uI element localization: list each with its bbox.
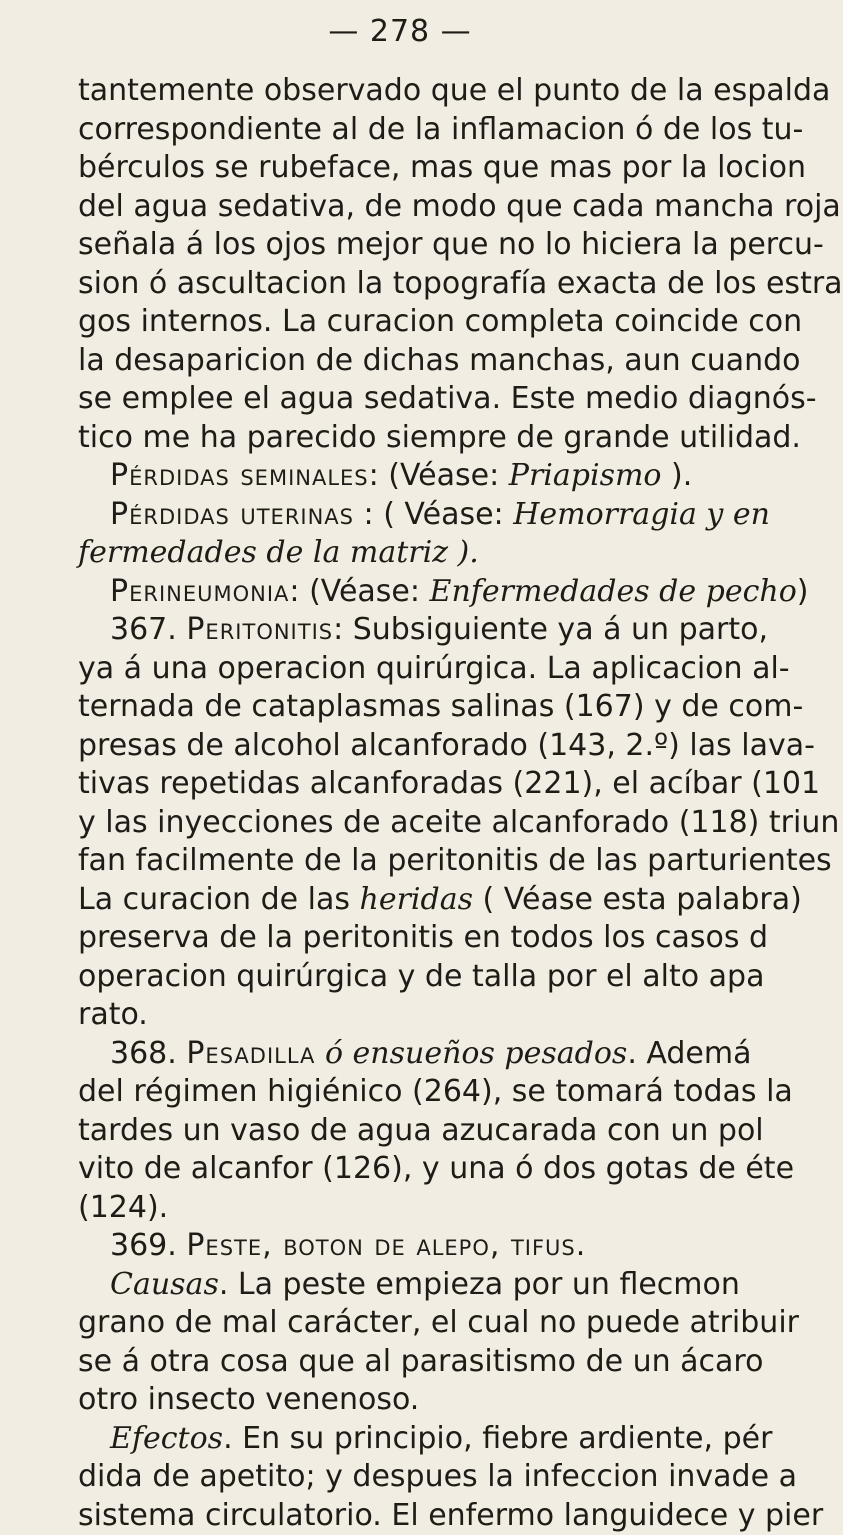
text-segment: La curacion de las: [78, 882, 360, 917]
text-segment: 367.: [110, 612, 186, 647]
text-line: [78, 1497, 800, 1535]
text-segment: vito de alcanfor (126), y una ó dos gotas de éte: [78, 1151, 794, 1186]
text-line: [78, 573, 800, 612]
text-segment: ): [797, 574, 809, 609]
text-line: [78, 226, 800, 265]
text-segment: : ( Véase:: [354, 497, 513, 532]
entry-heading: Perineumonia: [110, 574, 289, 609]
italic-text: Priapismo: [509, 458, 662, 493]
text-segment: [315, 1036, 325, 1071]
text-line: [78, 149, 800, 188]
text-line: [78, 419, 800, 458]
text-segment: rato.: [78, 997, 148, 1032]
text-segment: del régimen higiénico (264), se tomará todas la: [78, 1074, 793, 1109]
italic-text: Enfermedades de pecho: [430, 574, 797, 609]
text-segment: . En su principio, fiebre ardiente, pér: [223, 1421, 772, 1456]
text-line: [78, 188, 800, 227]
text-line: [78, 1035, 800, 1074]
text-segment: preserva de la peritonitis en todos los casos d: [78, 920, 768, 955]
text-segment: gos internos. La curacion completa coincide con: [78, 304, 802, 339]
text-line: [78, 111, 800, 150]
text-line: [78, 919, 800, 958]
text-line: [78, 996, 800, 1035]
text-segment: fan facilmente de la peritonitis de las parturientes: [78, 843, 832, 878]
text-line: [78, 380, 800, 419]
text-segment: ( Véase esta palabra): [473, 882, 802, 917]
italic-text: ó ensueños pesados: [325, 1036, 627, 1071]
text-segment: y las inyecciones de aceite alcanforado (118) triun: [78, 805, 839, 840]
text-segment: correspondiente al de la inflamacion ó de los tu-: [78, 112, 803, 147]
text-line: [78, 303, 800, 342]
text-segment: se á otra cosa que al parasitismo de un ácaro: [78, 1344, 763, 1379]
text-segment: : (Véase:: [289, 574, 429, 609]
entry-heading: Pérdidas uterinas: [110, 497, 354, 532]
text-line: [78, 842, 800, 881]
text-line: [78, 1381, 800, 1420]
text-segment: ya á una operacion quirúrgica. La aplicacion al-: [78, 651, 790, 686]
text-segment: grano de mal carácter, el cual no puede atribuir: [78, 1305, 799, 1340]
italic-text: fermedades de la matriz ).: [78, 535, 479, 570]
entry-heading: Pesadilla: [186, 1036, 315, 1071]
text-line: [78, 1112, 800, 1151]
text-segment: operacion quirúrgica y de talla por el alto apa: [78, 959, 764, 994]
text-segment: 368.: [110, 1036, 186, 1071]
text-line: [78, 611, 800, 650]
italic-text: heridas: [360, 882, 474, 917]
text-segment: . La peste empieza por un flecmon: [219, 1267, 740, 1302]
text-segment: otro insecto venenoso.: [78, 1382, 419, 1417]
text-line: [78, 727, 800, 766]
text-line: [78, 534, 800, 573]
text-segment: ternada de cataplasmas salinas (167) y de com-: [78, 689, 803, 724]
text-segment: señala á los ojos mejor que no lo hiciera la percu-: [78, 227, 824, 262]
text-line: [78, 1343, 800, 1382]
text-segment: la desaparicion de dichas manchas, aun cuando: [78, 343, 801, 378]
text-segment: tantemente observado que el punto de la espalda: [78, 73, 830, 108]
text-line: [78, 1150, 800, 1189]
text-line: [78, 958, 800, 997]
entry-heading: Pérdidas seminales: [110, 458, 369, 493]
text-line: [78, 804, 800, 843]
page-number: — 278 —: [0, 14, 800, 49]
text-line: [78, 688, 800, 727]
text-line: [78, 1458, 800, 1497]
italic-text: Causas: [110, 1267, 219, 1302]
text-segment: 369.: [110, 1228, 186, 1263]
text-line: [78, 1227, 800, 1266]
text-segment: (124).: [78, 1190, 168, 1225]
text-line: [78, 496, 800, 535]
text-line: [78, 881, 800, 920]
text-segment: dida de apetito; y despues la infeccion invade a: [78, 1459, 797, 1494]
text-segment: sion ó ascultacion la topografía exacta de los estra: [78, 266, 843, 301]
body-text: [78, 72, 800, 1535]
text-segment: del agua sedativa, de modo que cada mancha roja: [78, 189, 841, 224]
text-line: [78, 457, 800, 496]
text-segment: presas de alcohol alcanforado (143, 2.º) las lava-: [78, 728, 815, 763]
text-segment: bérculos se rubeface, mas que mas por la locion: [78, 150, 806, 185]
text-segment: : (Véase:: [369, 458, 509, 493]
text-line: [78, 765, 800, 804]
text-segment: tico me ha parecido siempre de grande utilidad.: [78, 420, 801, 455]
text-line: [78, 1266, 800, 1305]
text-line: [78, 650, 800, 689]
text-line: [78, 1073, 800, 1112]
text-segment: sistema circulatorio. El enfermo languidece y pier: [78, 1498, 823, 1533]
italic-text: Efectos: [110, 1421, 223, 1456]
text-line: [78, 342, 800, 381]
text-segment: . Ademá: [627, 1036, 751, 1071]
text-line: [78, 72, 800, 111]
text-line: [78, 265, 800, 304]
text-line: [78, 1304, 800, 1343]
text-line: [78, 1420, 800, 1459]
text-segment: tardes un vaso de agua azucarada con un pol: [78, 1113, 764, 1148]
text-segment: ).: [661, 458, 692, 493]
text-segment: tivas repetidas alcanforadas (221), el acíbar (101: [78, 766, 820, 801]
entry-heading: Peritonitis: [186, 612, 333, 647]
text-segment: se emplee el agua sedativa. Este medio diagnós-: [78, 381, 817, 416]
entry-heading: Peste, boton de alepo, tifus.: [186, 1228, 586, 1263]
text-segment: : Subsiguiente ya á un parto,: [333, 612, 768, 647]
italic-text: Hemorragia y en: [513, 497, 770, 532]
text-line: [78, 1189, 800, 1228]
